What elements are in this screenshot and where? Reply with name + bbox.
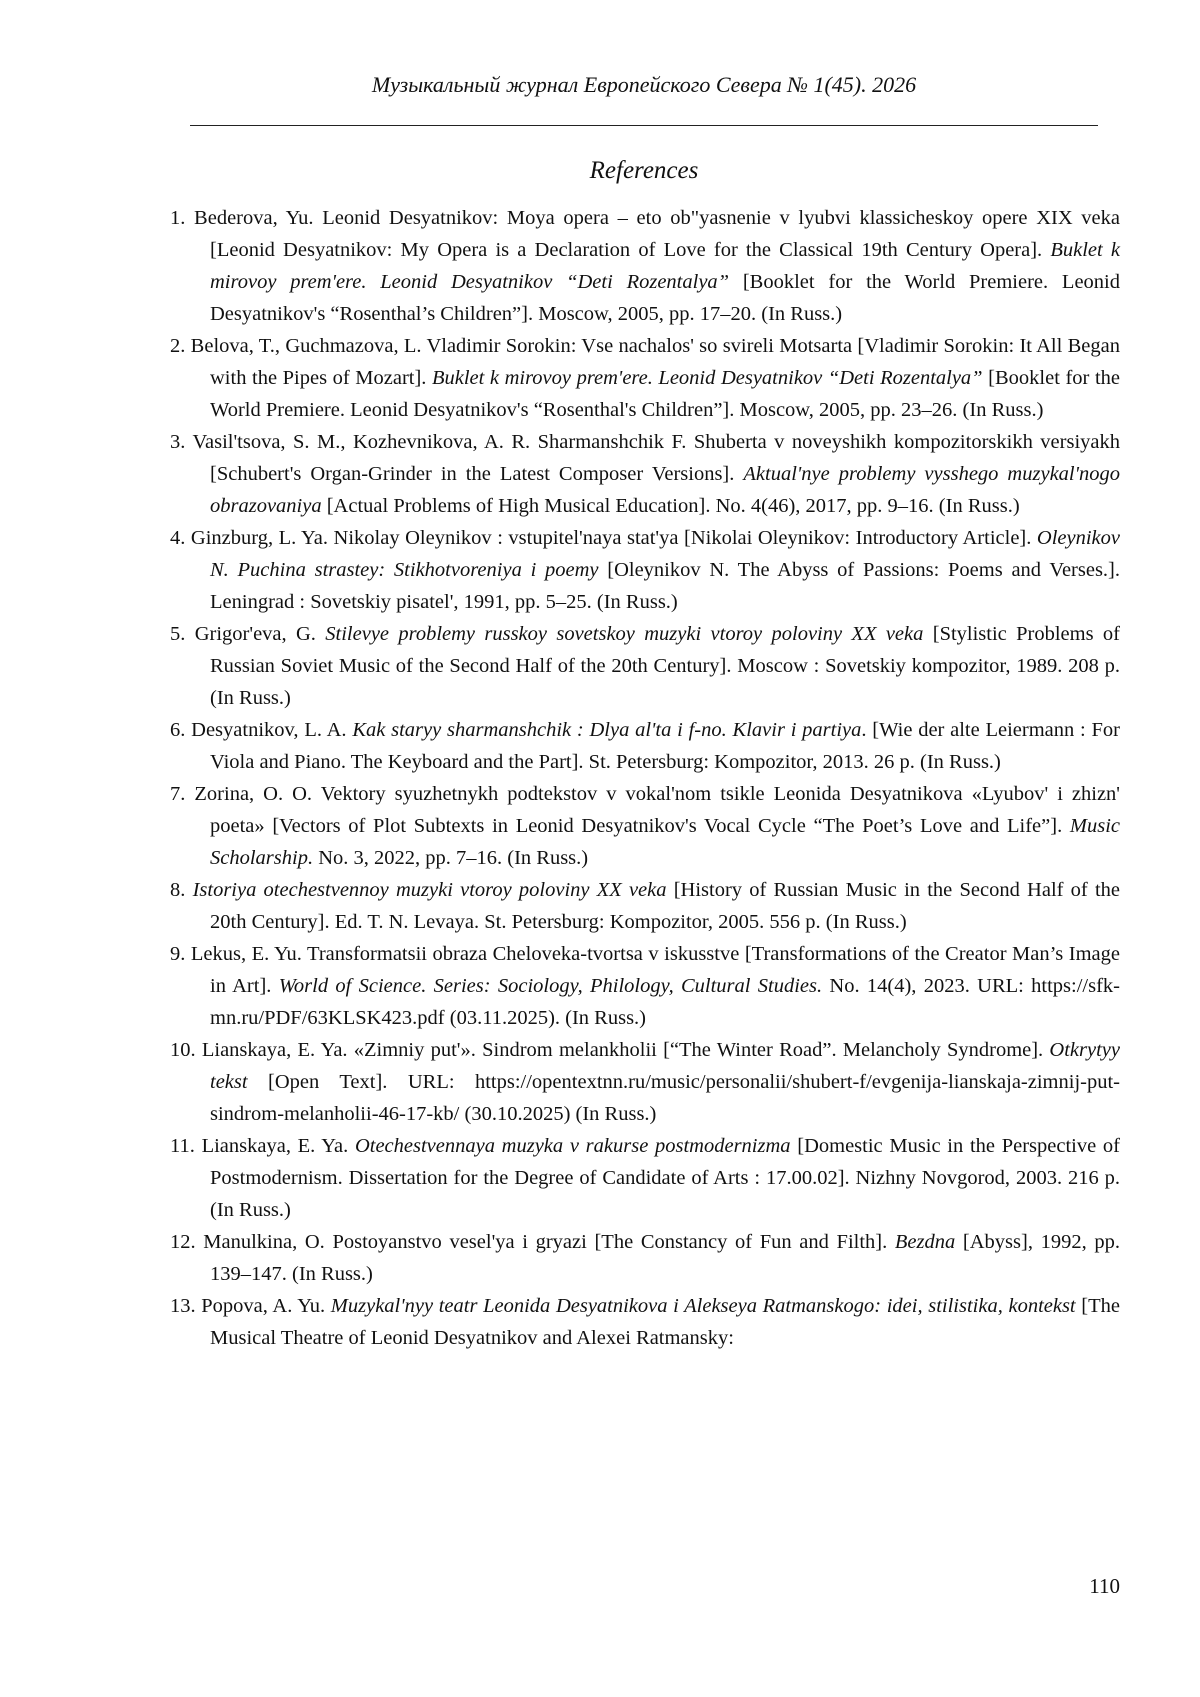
reference-text: 6. Desyatnikov, L. A. bbox=[170, 719, 353, 741]
reference-item bbox=[170, 1130, 1120, 1226]
reference-text: 11. Lianskaya, E. Ya. bbox=[170, 1135, 355, 1157]
reference-item bbox=[170, 426, 1120, 522]
reference-item bbox=[170, 1226, 1120, 1290]
reference-item bbox=[170, 938, 1120, 1034]
reference-title-italic: Buklet k mirovoy prem'ere. Leonid Desyatnikov “Deti Rozentalya” bbox=[431, 367, 983, 389]
reference-title-italic: Bezdna bbox=[894, 1231, 956, 1253]
reference-title-italic: Music Scholarship. bbox=[210, 815, 1120, 869]
reference-item bbox=[170, 1034, 1120, 1130]
reference-text: [Domestic Music in the Perspective of Postmodernism. Dissertation for the Degree of Candidate of Arts : 17.00.02]. Nizhny Novgorod, 2003. 216 p. (In Russ.) bbox=[210, 1135, 1120, 1221]
reference-title-italic: Aktual'nye problemy vysshego muzykal'nogo obrazovaniya bbox=[210, 463, 1120, 517]
header-divider bbox=[190, 125, 1098, 126]
reference-title-italic: Kak staryy sharmanshchik : Dlya al'ta i f-no. Klavir i partiya bbox=[352, 719, 862, 741]
reference-title-italic: Buklet k mirovoy prem'ere. Leonid Desyatnikov “Deti Rozentalya” bbox=[210, 239, 1120, 293]
reference-text: 12. Manulkina, O. Postoyanstvo vesel'ya i gryazi [The Constancy of Fun and Filth]. bbox=[170, 1231, 895, 1253]
reference-item bbox=[170, 874, 1120, 938]
reference-text: [The Musical Theatre of Leonid Desyatnikov and Alexei Ratmansky: bbox=[210, 1295, 1120, 1349]
page-number: 110 bbox=[1089, 1574, 1120, 1598]
reference-title-italic: Otechestvennaya muzyka v rakurse postmodernizma bbox=[354, 1135, 791, 1157]
reference-text: 13. Popova, A. Yu. bbox=[170, 1295, 331, 1317]
reference-text: [Actual Problems of High Musical Education]. No. 4(46), 2017, pp. 9–16. (In Russ.) bbox=[321, 495, 1020, 517]
reference-title-italic: Otkrytyy tekst bbox=[210, 1039, 1120, 1093]
reference-text: . [Wie der alte Leiermann : For Viola and Piano. The Keyboard and the Part]. St. Petersburg: Kompozitor, 2013. 26 p. (In Russ.) bbox=[210, 719, 1120, 773]
reference-text: [Abyss], 1992, pp. 139–147. (In Russ.) bbox=[210, 1231, 1120, 1285]
reference-item bbox=[170, 202, 1120, 330]
reference-text: 10. Lianskaya, E. Ya. «Zimniy put'». Sindrom melankholii [“The Winter Road”. Melancholy Syndrome]. bbox=[170, 1039, 1050, 1061]
reference-text: No. 14(4), 2023. URL: https://sfk-mn.ru/PDF/63KLSK423.pdf (03.11.2025). (In Russ.) bbox=[210, 975, 1120, 1029]
reference-text: [History of Russian Music in the Second Half of the 20th Century]. Ed. T. N. Levaya. St. Petersburg: Kompozitor, 2005. 556 p. (In Russ.) bbox=[210, 879, 1120, 933]
reference-item bbox=[170, 618, 1120, 714]
reference-text: [Stylistic Problems of Russian Soviet Music of the Second Half of the 20th Century]. Moscow : Sovetskiy kompozitor, 1989. 208 p. (In Russ.) bbox=[210, 623, 1120, 709]
references-heading: References bbox=[589, 157, 699, 184]
reference-text: 2. Belova, T., Guchmazova, L. Vladimir Sorokin: Vse nachalos' so svireli Motsarta [Vladimir Sorokin: It All Began with the Pipes of Mozart]. bbox=[170, 335, 1120, 389]
running-header: Музыкальный журнал Европейского Севера № 1(45). 2026 bbox=[371, 72, 917, 97]
reference-text: 4. Ginzburg, L. Ya. Nikolay Oleynikov : vstupitel'naya stat'ya [Nikolai Oleynikov: Introductory Article]. bbox=[170, 527, 1037, 549]
reference-text: 3. Vasil'tsova, S. M., Kozhevnikova, A. R. Sharmanshchik F. Shuberta v noveyshikh kompozitorskikh versiyakh [Schubert's Organ-Grinder in the Latest Composer Versions]. bbox=[170, 431, 1120, 485]
reference-text: [Booklet for the World Premiere. Leonid Desyatnikov's “Rosenthal's Children”]. Moscow, 2005, pp. 23–26. (In Russ.) bbox=[210, 367, 1120, 421]
reference-item bbox=[170, 778, 1120, 874]
reference-title-italic: Istoriya otechestvennoy muzyki vtoroy poloviny XX veka bbox=[192, 879, 667, 901]
reference-text: 9. Lekus, E. Yu. Transformatsii obraza Cheloveka-tvortsa v iskusstve [Transformations of the Creator Man’s Image in Art]. bbox=[170, 943, 1120, 997]
reference-text: No. 3, 2022, pp. 7–16. (In Russ.) bbox=[313, 847, 589, 869]
reference-title-italic: Oleynikov N. Puchina strastey: Stikhotvoreniya i poemy bbox=[210, 527, 1120, 581]
reference-item bbox=[170, 522, 1120, 618]
reference-list bbox=[170, 202, 1120, 1354]
reference-text: [Booklet for the World Premiere. Leonid Desyatnikov's “Rosenthal’s Children”]. Moscow, 2005, pp. 17–20. (In Russ.) bbox=[210, 271, 1120, 325]
reference-item bbox=[170, 330, 1120, 426]
reference-title-italic: World of Science. Series: Sociology, Philology, Cultural Studies. bbox=[278, 975, 823, 997]
reference-item bbox=[170, 1290, 1120, 1354]
reference-title-italic: Stilevye problemy russkoy sovetskoy muzyki vtoroy poloviny XX veka bbox=[325, 623, 924, 645]
reference-text: 1. Bederova, Yu. Leonid Desyatnikov: Moya opera – eto ob"yasnenie v lyubvi klassicheskoy opere XIX veka [Leonid Desyatnikov: My Opera is a Declaration of Love for the Classical 19th Century Opera]. bbox=[170, 207, 1120, 261]
reference-text: 5. Grigor'eva, G. bbox=[170, 623, 326, 645]
reference-text: 8. bbox=[170, 879, 193, 901]
reference-title-italic: Muzykal'nyy teatr Leonida Desyatnikova i Alekseya Ratmanskogo: idei, stilistika, kontekst bbox=[330, 1295, 1076, 1317]
reference-text: [Oleynikov N. The Abyss of Passions: Poems and Verses.]. Leningrad : Sovetskiy pisatel', 1991, pp. 5–25. (In Russ.) bbox=[210, 559, 1120, 613]
reference-text: 7. Zorina, O. O. Vektory syuzhetnykh podtekstov v vokal'nom tsikle Leonida Desyatnikova «Lyubov' i zhizn' poeta» [Vectors of Plot Subtexts in Leonid Desyatnikov's Vocal Cycle “The Poet’s Love and Life”]. bbox=[170, 783, 1120, 837]
reference-item bbox=[170, 714, 1120, 778]
reference-text: [Open Text]. URL: https://opentextnn.ru/music/personalii/shubert-f/evgenija-lianskaja-zimnij-put-sindrom-melanholii-46-17-kb/ (30.10.2025) (In Russ.) bbox=[210, 1071, 1120, 1125]
